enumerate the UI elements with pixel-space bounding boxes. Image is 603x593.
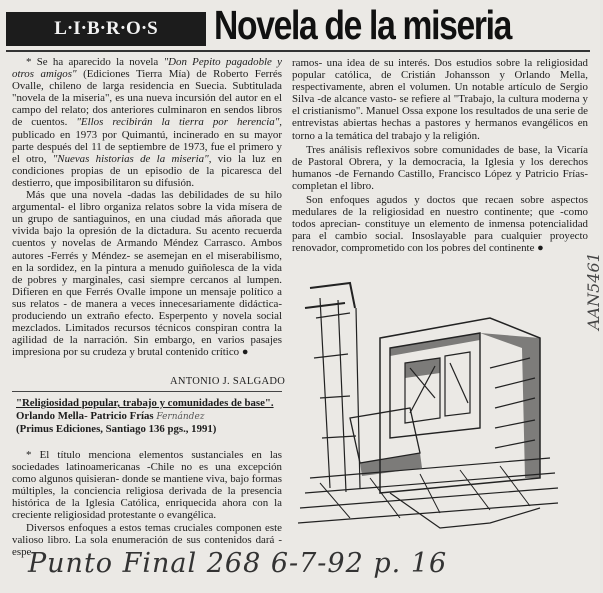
authors-text: Orlando Mella- Patricio Frías (16, 409, 154, 422)
book-2-title: "Religiosidad popular, trabajo y comunidades de base". (16, 397, 274, 409)
review-2-paragraph-5: Son enfoques agudos y doctos que recaen sobre aspectos medulares de la religiosidad en nuestro continente; que -como todos aprecian- constituye un elemento de inmensa potencialidad para el cambio social. Insoslayable para cualquier proyecto renovador, comprometido con los pobres del continente ● (292, 194, 588, 255)
text-run: (Ediciones Tierra Mía) de Roberto Ferrés Ovalle, chileno de larga residencia en Suecia. Subtitulada "novela de la miseria", es una nueva incursión del autor en el campo del relato; dos anteriores culminaron en sendos libros de cuentos. (12, 68, 282, 129)
bullet: * (26, 56, 37, 68)
text-run: Se ha aparecido la novela (36, 56, 164, 68)
review-2-paragraph-4: Tres análisis reflexivos sobre comunidades de base, la Vicaría de Pastoral Obrera, y la democracia, la Iglesia y los derechos humanos -de Fernando Castillo, Francisco López y Patricio Frías- completan el libro. (292, 143, 588, 192)
review-1-text (12, 56, 282, 358)
illustration-shack (290, 278, 560, 538)
review-1-paragraph-1 (12, 56, 282, 189)
review-2-text-continued (292, 57, 588, 255)
handwritten-source-note: Punto Final 268 6-7-92 p. 16 (28, 548, 448, 579)
header-rule (6, 50, 590, 52)
book-title: "Don Pepito pagadoble y otros amigos" (12, 56, 282, 81)
text-run: , vio la luz en condiciones propias de un episodio de la picaresca del destierro, que imposibilitaron su difusión. (12, 152, 282, 189)
bullet: * (26, 449, 40, 461)
book-2-publisher: (Primus Ediciones, Santiago 136 pgs., 1991) (16, 423, 217, 435)
divider (12, 391, 282, 392)
handwritten-archive-code: AAN5461 (584, 252, 603, 330)
text-run: , publicado en 1973 por Quimantú, incinerado en su mayor parte después del 11 de septiembre de 1973, fue el primero y el otro, (12, 116, 282, 165)
book-2-heading (16, 397, 284, 436)
headline: Novela de la miseria (214, 2, 512, 48)
section-label: L·I·B·R·O·S (6, 12, 206, 46)
book-title: "Ellos recibirán la tierra por herencia" (76, 116, 280, 129)
review-1-paragraph-2: Más que una novela -dadas las debilidades de su hilo argumental- el libro organiza relatos sobre la vida mísera de un grupo de santiaguinos, en una ciudad más añorada que vivida bajo la opresión de la dictadura. Su acento recuerda cuentos y novelas de Armando Méndez Carrasco. Ambos autores -Ferrés y Méndez- se asemejan en el miserabilismo, en la sordidez, en la pintura a menudo guiñolesca de la vida de pobres y marginales, casi siempre cercanos al lumpen. Difieren en que Ferrés Ovalle impone un mensaje político a sus relatos - de manera a veces innecesariamente didáctica- produciendo un extraño efecto. Esperpento y novela social mezclados. Limitados recursos técnicos conspiran contra la agilidad de la narración. Sin embargo, en varios pasajes impresiona por su crudeza y brutal contenido crítico ● (12, 189, 282, 359)
book-2-authors (16, 410, 284, 424)
book-title: "Nuevas historias de la miseria" (52, 152, 209, 165)
review-2-paragraph-3: ramos- una idea de su interés. Dos estudios sobre la religiosidad popular católica, de Cristián Johansson y Orlando Mella, respectivamente, abren el volumen. Un notable artículo de Sergio Silva -de alcance vasto- se refiere al "Trabajo, la cultura moderna y el cristianismo". Manuel Ossa expone los resultados de una serie de entrevistas abiertas hechas a pastores y hermanos evangélicos en torno a la temática del trabajo y la religión. (292, 57, 588, 142)
author-signature: ANTONIO J. SALGADO (170, 376, 286, 387)
review-2-text-start (12, 449, 282, 558)
text-run: El título menciona elementos sustanciales en las sociedades latinoamericanas -Chile no es una excepción como algunos quisieran- donde se mantiene viva, bajo formas múltiples, la conciencia religiosa derivada de la presencia histórica de la Iglesia Católica, enriquecida ahora con la creciente religiosidad protestante o evangélica. (12, 449, 283, 522)
handwritten-note: Fernández (156, 411, 205, 422)
review-2-paragraph-1 (12, 449, 282, 522)
review-2-paragraph-2: Diversos enfoques a estos temas cruciales componen este valioso libro. La sola enumeración de sus contenidos dará -espe- (12, 521, 282, 558)
